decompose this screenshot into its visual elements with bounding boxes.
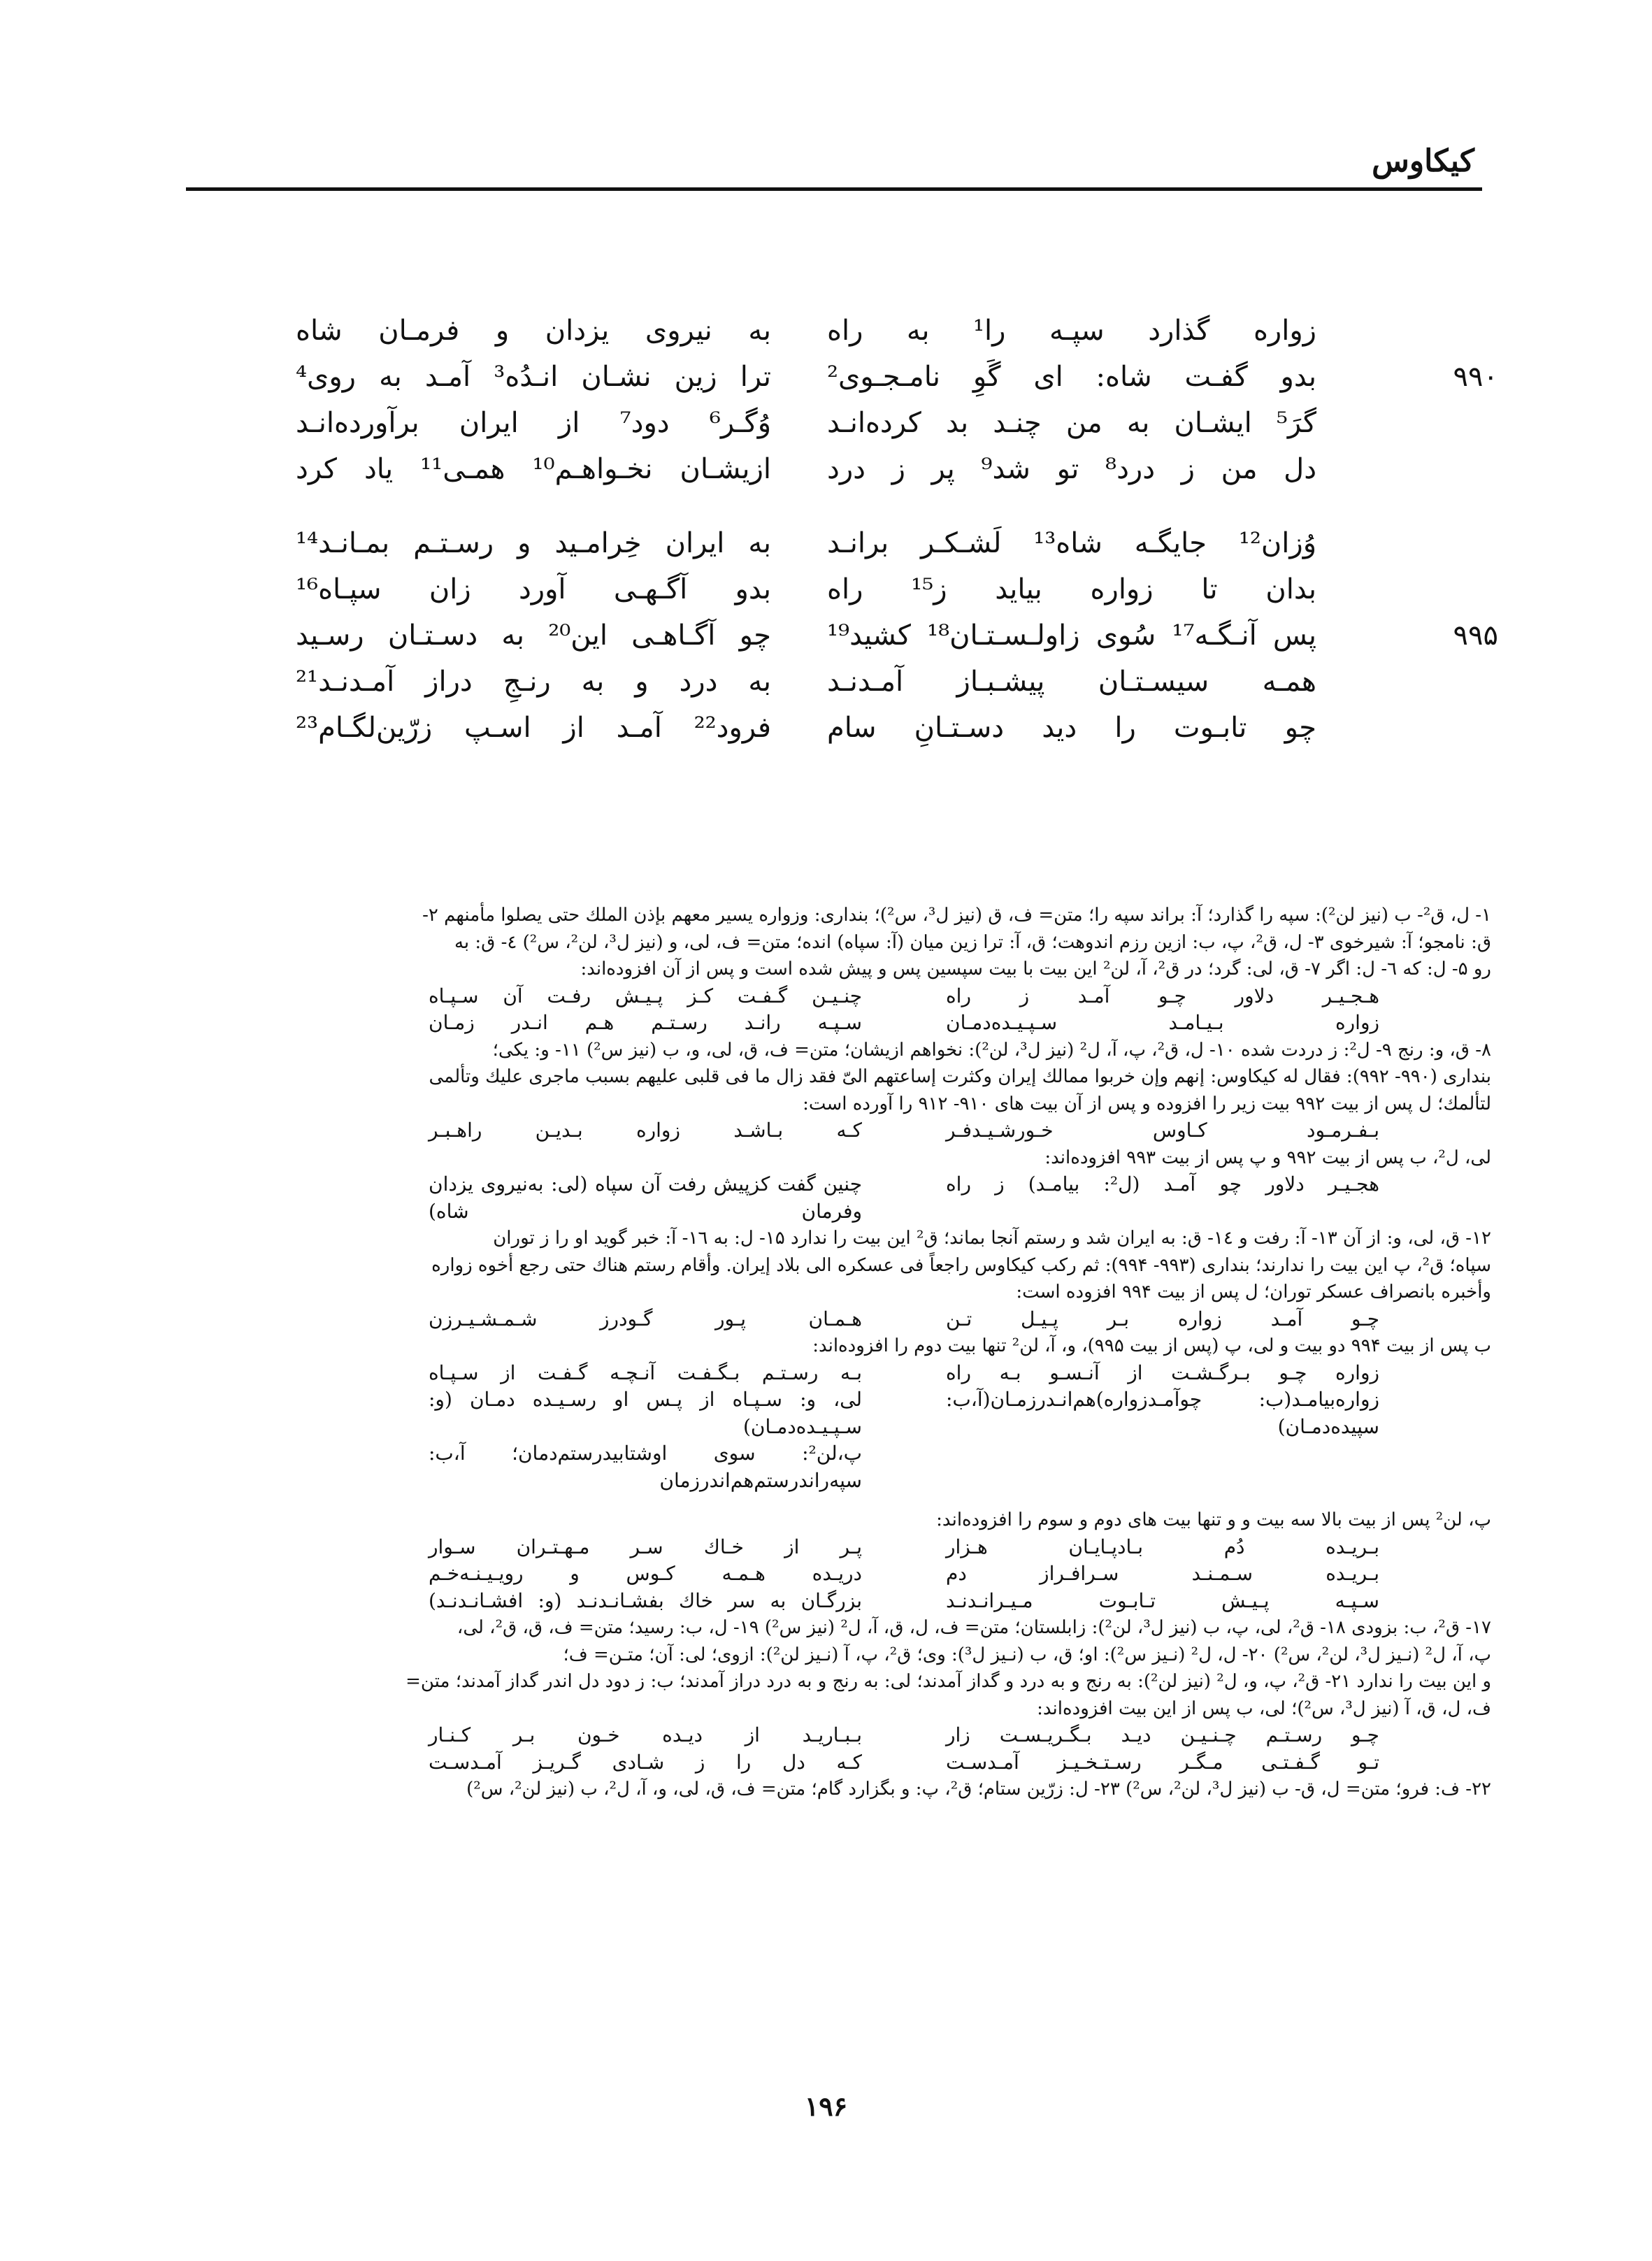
hemistich-second: سـپـه رانـد رسـتـم هـم انـدر زمـان: [429, 1011, 862, 1034]
hemistich-first: بـفـرمـود کـاوس خـورشـیـدفـر: [946, 1119, 1379, 1142]
verse-row: [296, 566, 1498, 612]
verse-number: ۹۹۰: [1453, 361, 1498, 393]
footnote-verse: [178, 1306, 1491, 1333]
hemistich-first: زواره چـو بـرگـشـت از آنـسـو بـه راه: [946, 1361, 1379, 1384]
hemistich-second: بزرگـان به سر خاك بفشـانـدنـد (و: افشـانـدنـد): [429, 1588, 862, 1612]
hemistich-second: لی، و: سـپـاه از پـس او رسـیـده دمـان (و: سـپـیـده‌دمـان): [429, 1388, 862, 1438]
hemistich-first: زواره گذارد سپـه را¹ به راه: [827, 315, 1316, 347]
footnote-line: لی، ل²، ب پس از بیت ۹۹۲ و پ پس از بیت ۹۹۳ افزوده‌اند:: [1044, 1147, 1491, 1168]
hemistich-first: زواره‌بیامـد(ب: چوآمـدزواره)هم‌انـدرزمـان(آ،ب: سپیده‌دمـان): [946, 1388, 1379, 1438]
hemistich-first: بدو گفـت شاه: ای گَوِ نامـجـوی²: [827, 361, 1316, 393]
hemistich-first: بدان تا زواره بیاید ز¹⁵ راه: [827, 573, 1316, 605]
hemistich-first: هجـیـر دلاور چو آمـد (ل²: بیامـد) ز راه: [946, 1172, 1379, 1196]
footnote-verse: [178, 983, 1491, 1010]
hemistich-first: زواره بـیـامـد سـپـیـده‌دمـان: [946, 1011, 1379, 1034]
footnote-verse: [178, 1749, 1491, 1776]
page-number: ۱۹۶: [804, 2090, 848, 2122]
footnote-verse: [178, 1171, 1491, 1225]
footnote-line: ب پس از بیت ۹۹۴ دو بیت و لی، پ (پس از بیت ۹۹۵)، و، آ، لن² تنها بیت دوم را افزوده‌اند:: [812, 1335, 1491, 1356]
verse-row: [296, 308, 1498, 354]
verse-row: [296, 705, 1498, 751]
verse-row: [296, 354, 1498, 400]
header-rule: [186, 187, 1482, 191]
hemistich-second: پ،لن²: سوی اوشتابیدرستم‌دمان؛ آ،ب: سپه‌راندرستم‌هم‌اندرزمان: [429, 1442, 862, 1492]
footnotes: [178, 902, 1491, 1803]
hemistich-second: ازیشـان نخـواهـم¹⁰ همـی¹¹ یاد کرد: [296, 453, 771, 485]
footnote-verse: [178, 1386, 1491, 1440]
footnote-line: ۱۷- ق²، ب: بزودی ۱۸- ق²، لی، پ، ب (نیز ل³، لن²): زابلستان؛ متن= ف، ل، ق، آ، ل² (نیز س²) ۱۹- ل، ب: رسید؛ متن= ف، ق، ق²، لی،: [457, 1617, 1491, 1638]
hemistich-second: به درد و به رنـجِ دراز آمـدنـد²¹: [296, 666, 771, 698]
footnote-verse: [178, 1360, 1491, 1387]
verse-number: ۹۹۵: [1453, 619, 1498, 652]
running-header-title: کیکاوس: [1372, 143, 1474, 179]
verse-group-2: [296, 520, 1498, 751]
footnote-line: ق: نامجو؛ آ: شیرخوی ۳- ل، ق²، پ، ب: ازین رزم اندوهت؛ ق، آ: ترا زین میان (آ: سپاه) انده؛ متن= ف، لی، و (نیز ل³، لن²، س²) ٤- ق: به: [454, 931, 1491, 953]
hemistich-second: کـه بـاشـد زواره بـدیـن راهـبـر: [429, 1119, 862, 1142]
verse-group-1: [296, 308, 1498, 492]
spacer: [178, 1494, 1491, 1507]
verse-block: [296, 308, 1498, 779]
footnote-line: وأخبره بانصراف عسکر توران؛ ل پس از بیت ۹۹۴ افزوده است:: [1016, 1282, 1491, 1302]
footnote-line: لتألمك؛ ل پس از بیت ۹۹۲ بیت زیر را افزوده و پس از آن بیت های ۹۱۰- ۹۱۲ را آورده است:: [803, 1093, 1491, 1114]
footnote-verse: [178, 1010, 1491, 1037]
verse-row: [296, 659, 1498, 705]
verse-row: [296, 446, 1498, 492]
hemistich-first: پس آنـگـه¹⁷ سُوی زاولـسـتـان¹⁸ کشید¹⁹: [827, 619, 1317, 652]
hemistich-second: چنین گفت کزپیش رفت آن سپاه (لی: به‌نیروی یزدان وفرمان شاه): [429, 1172, 862, 1223]
hemistich-second: ترا زین نشـان انـدُه³ آمـد به روی⁴: [296, 361, 772, 393]
footnote-line: ۸- ق، و: رنج ۹- ل²: ز دردت شده ۱۰- ل، ق²، پ، آ، ل² (نیز ل³، لن²): نخواهم ازیشان؛ متن= ف، ق، لی، و، ب (نیز س²) ۱۱- و: یکی؛: [492, 1039, 1491, 1061]
hemistich-first: بـریـده دُم بـادپـایـان هـزار: [946, 1535, 1379, 1558]
hemistich-first: چـو آمـد زواره بـر پـیـل تـن: [946, 1307, 1379, 1330]
hemistich-second: وُگـر⁶ دود⁷ از ایران برآورده‌انـد: [296, 407, 772, 439]
hemistich-first: همـه سیسـتـان پیشـبـاز آمـدنـد: [827, 666, 1316, 698]
footnote-line: ۲۲- ف: فرو؛ متن= ل، ق- ب (نیز ل³، لن²، س²) ۲۳- ل: زرّین ستام؛ ق²، پ: و بگزارد گام؛ متن= ف، ق، لی، و، آ، ل²، ب (نیز لن²، س²): [466, 1779, 1491, 1800]
hemistich-first: [946, 1440, 1379, 1494]
hemistich-first: گرَ⁵ ایشـان به من چنـد بد کرده‌انـد: [827, 407, 1316, 439]
hemistich-second: چو آگـاهـی این²⁰ به دسـتـان رسـید: [296, 619, 771, 652]
hemistich-first: وُزان¹² جایگـه شاه¹³ لَشـکـر برانـد: [827, 527, 1317, 559]
hemistich-second: دریـده هـمـه کـوس و رویـیـنـه‌خـم: [429, 1562, 862, 1585]
hemistich-first: تـو گـفـتـی مـگـر رسـتـخـیـز آمـدسـت: [946, 1750, 1379, 1774]
verse-row: [296, 400, 1498, 446]
footnote-line: بنداری (۹۹۰- ۹۹۲): فقال له کیکاوس: إنهم وإن خربوا ممالك إیران وکثرت إساعتهم الیّ فقد زال ما فی قلبی علیهم بسبب ماجری علیك وتألمی: [429, 1066, 1491, 1087]
hemistich-second: فرود²² آمـد از اسـپ زرّین‌لگـام²³: [296, 712, 771, 744]
footnote-line: ف، ل، ق، آ (نیز ل³، س²)؛ لی، ب پس از این بیت افزوده‌اند:: [1037, 1697, 1491, 1719]
hemistich-first: سـپـه پـیـش تـابـوت مـیـرانـدنـد: [946, 1588, 1379, 1612]
footnote-verse: [178, 1440, 1491, 1494]
hemistich-first: دل من ز درد⁸ تو شد⁹ پر ز درد: [827, 453, 1317, 485]
footnote-line: رو ۵- ل: که ٦- ل: اگر ۷- ق، لی: گرد؛ در ق²، آ، لن² این بیت با بیت سپسین پس و پیش شده است و پس از آن افزوده‌اند:: [580, 959, 1491, 979]
hemistich-first: بـریـده سـمـنـد سـرافـراز دم: [946, 1562, 1379, 1585]
footnote-line: ۱۲- ق، لی، و: از آن ۱۳- آ: رفت و ١٤- ق: به ایران شد و رستم آنجا بماند؛ ق² این بیت را ندارد ۱۵- ل: به ۱٦- آ: خبر گوید او را ز توران: [493, 1228, 1491, 1249]
footnote-verse: [178, 1117, 1491, 1144]
verse-row: [296, 520, 1498, 566]
hemistich-second: به ایران خِرامـید و رسـتـم بمـانـد¹⁴: [296, 527, 771, 559]
footnote-line: پ، آ، ل² (نـیز ل³، لن²، س²) ۲۰- ل، ل² (نـیز س²): او؛ ق، ب (نـیز ل³): وی؛ ق²، پ، آ (نـیز لن²): ازوی؛ لی: آن؛ متـن= ف؛: [563, 1644, 1491, 1665]
hemistich-second: چنـیـن گـفـت کـز پـیـش رفـت آن سـپـاه: [429, 984, 862, 1007]
footnote-verse: [178, 1560, 1491, 1588]
footnote-verse: [178, 1588, 1491, 1615]
hemistich-second: بدو آگـهـی آورد زان سپـاه¹⁶: [296, 573, 771, 605]
verse-row: [296, 612, 1498, 659]
footnote-verse: [178, 1534, 1491, 1561]
hemistich-first: هـجـیـر دلاور چـو آمـد ز راه: [946, 984, 1379, 1007]
footnote-line: ۱- ل، ق²- ب (نیز لن²): سپه را گذارد؛ آ: براند سپه را؛ متن= ف، ق (نیز ل³، س²)؛ بنداری: وزواره یسیر معهم بإذن الملك حتی یصلوا مأمنهم ۲-: [422, 905, 1491, 926]
hemistich-second: بـبـاریـد از دیـده خـون بـر کـنـار: [429, 1723, 862, 1746]
footnote-verse: [178, 1722, 1491, 1749]
hemistich-second: به نیروی یزدان و فرمـان شاه: [296, 315, 771, 347]
hemistich-first: چو تابـوت را دید دسـتـانِ سام: [827, 712, 1316, 744]
hemistich-second: پـر از خـاك سـر مـهـتـران سـوار: [429, 1535, 862, 1558]
footnote-line: پ، لن² پس از بیت بالا سه بیت و و تنها بیت های دوم و سوم را افزوده‌اند:: [936, 1509, 1491, 1530]
footnote-line: و این بیت را ندارد ۲۱- ق²، پ، و، ل² (نیز لن²): به رنج و به درد و گداز آمدند؛ لی: به رنج و به درد دراز آمدند؛ ب: ز دود دل اندر گداز آمدند؛ متن=: [405, 1671, 1491, 1692]
hemistich-second: کـه دل را ز شـادی گـریـز آمـدسـت: [429, 1750, 862, 1774]
hemistich-second: بـه رسـتـم بـگـفـت آنـچـه گـفـت از سـپـاه: [429, 1361, 862, 1384]
footnote-line: سپاه؛ ق²، پ این بیت را ندارند؛ بنداری (۹۹۳- ۹۹۴): ثم رکب کیکاوس راجعاً فی عسکره الی بلاد إیران. وأقام رستم هناك حتی رجع أخوه زواره: [431, 1254, 1491, 1276]
hemistich-second: هـمـان پـور گـودرز شـمـشـیـرزن: [429, 1307, 862, 1330]
hemistich-first: چـو رسـتـم چـنـیـن دیـد بـگـریـسـت زار: [946, 1723, 1379, 1746]
